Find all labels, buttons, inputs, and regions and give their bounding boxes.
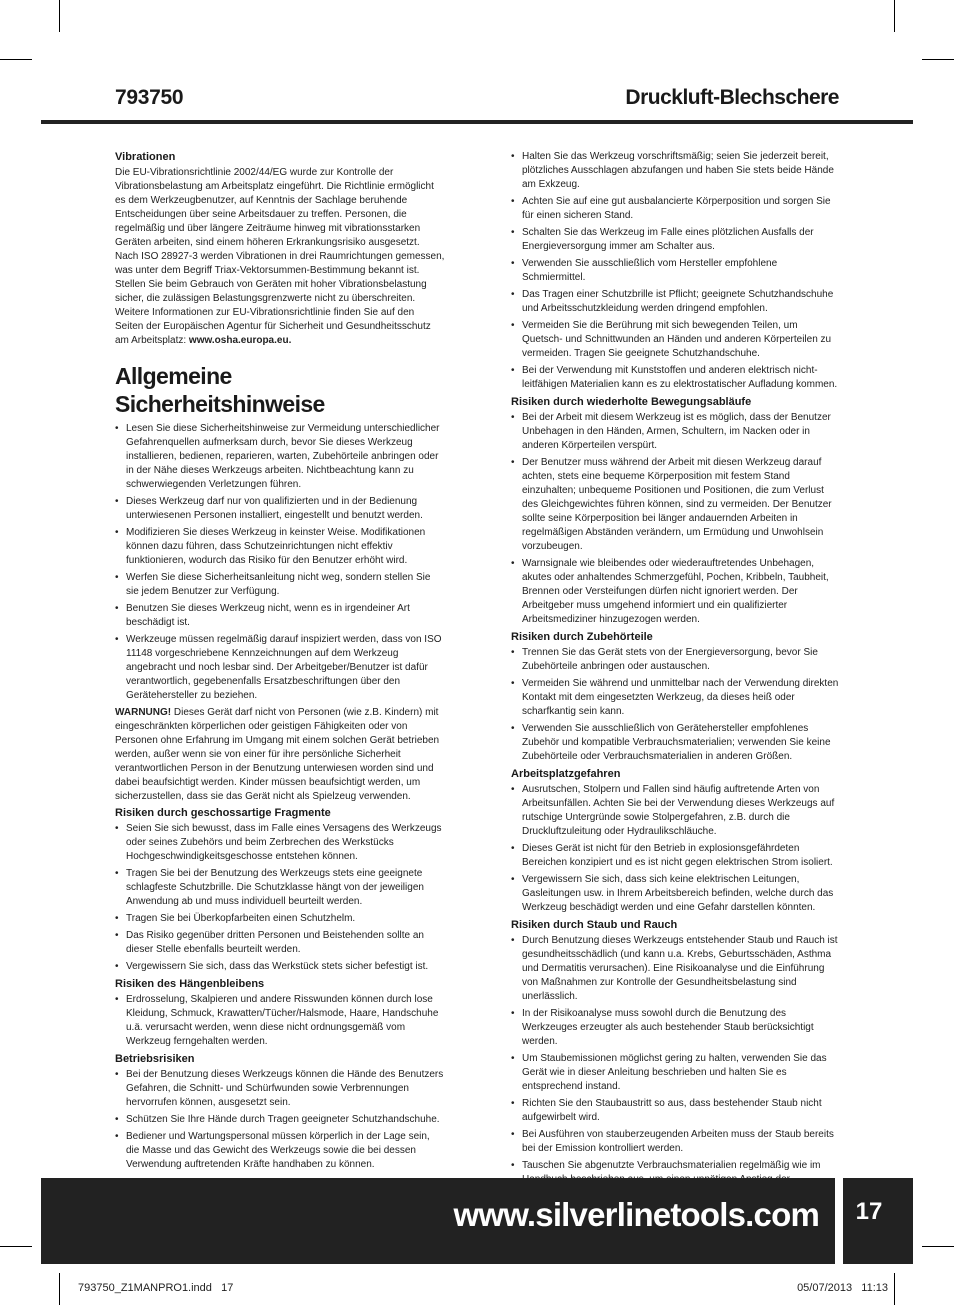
dust-heading: Risiken durch Staub und Rauch [511, 919, 678, 931]
list-item: • In der Risikoanalyse muss sowohl durch die Benutzung des Werkzeuges erzeugter als auch bestehender Staub berücksichtigt werden. [511, 1007, 839, 1049]
list-item: • Benutzen Sie dieses Werkzeug nicht, wenn es in irgendeiner Art beschädigt ist. [115, 602, 445, 630]
section-heading: Allgemeine Sicherheitshinweise [115, 363, 325, 417]
footer-bar [41, 1178, 835, 1264]
fragments-list [115, 822, 445, 974]
crop-mark [59, 0, 60, 32]
list-item: • Der Benutzer muss während der Arbeit mit diesen Werkzeug darauf achten, stets eine bequeme Körperposition mit festem Stand einzuhalten; unbequeme Positionen und Positionen, die zum Verlust des Gleichgewichtes führen können, sind zu vermeiden. Der Benutzer sollte seine Körperposition bei länger andauernden Arbeiten in regelmäßigen Abständen verändern, um Ermüdung und Unwohlsein vorzubeugen. [511, 456, 839, 554]
print-slug-date: 05/07/2013 11:13 [797, 1282, 888, 1294]
print-slug-file: 793750_Z1MANPRO1.indd 17 [78, 1282, 234, 1294]
osha-link[interactable]: www.osha.europa.eu. [188, 335, 292, 346]
list-item: • Seien Sie sich bewusst, dass im Falle eines Versagens des Werkzeugs oder seines Zubehörs und beim Zerbrechen des Werkstücks Hochgeschwindigkeitsgeschosse entstehen können. [115, 822, 445, 864]
repetitive-list [511, 411, 839, 627]
crop-mark [922, 1246, 954, 1247]
vibration-heading: Vibrationen [115, 151, 176, 163]
list-item: • Schützen Sie Ihre Hände durch Tragen geeigneter Schutzhandschuhe. [115, 1113, 445, 1127]
crop-mark [894, 1273, 895, 1305]
accessories-list [511, 646, 839, 764]
list-item: • Bediener und Wartungspersonal müssen körperlich in der Lage sein, die Masse und das Gewicht des Werkzeugs sowie die bei dessen Verwendung auftretenden Kräfte handhaben zu können. [115, 1130, 445, 1172]
left-column [115, 150, 445, 1175]
crop-mark [0, 1246, 32, 1247]
page-number: 17 [855, 1198, 883, 1225]
list-item: • Vergewissern Sie sich, dass sich keine elektrischen Leitungen, Gasleitungen usw. in Ihrem Arbeitsbereich befinden, welche durch das Werkzeug beschädigt werden und eine Gefahr darstellen könnten. [511, 873, 839, 915]
list-item: • Trennen Sie das Gerät stets von der Energieversorgung, bevor Sie Zubehörteile anbringen oder austauschen. [511, 646, 839, 674]
entanglement-heading: Risiken des Hängenbleibens [115, 978, 265, 990]
list-item: • Verwenden Sie ausschließlich von Gerätehersteller empfohlenes Zubehör und kompatible Verbrauchsmaterialien; verwenden Sie keine Zubehörteile oder Verbrauchsmaterialien in anderen Größen. [511, 722, 839, 764]
list-item: • Werfen Sie diese Sicherheitsanleitung nicht weg, sondern stellen Sie sie jedem Benutzer zur Verfügung. [115, 571, 445, 599]
warning-paragraph: WARNUNG! Dieses Gerät darf nicht von Personen (wie z.B. Kindern) mit eingeschränkten körperlichen oder geistigen Fähigkeiten oder von Personen ohne Erfahrung im Umgang mit einem solchen Gerät betrieben werden, außer wenn sie von einer für ihre persönliche Sicherheit verantwortlichen Person in der Benutzung unterwiesen worden sind und dabei beaufsichtigt werden. Kinder müssen beaufsichtigt werden, um sicherzustellen, dass sie das Gerät nicht als Spielzeug verwenden. [115, 707, 440, 802]
fragments-heading: Risiken durch geschossartige Fragmente [115, 807, 331, 819]
list-item: • Dieses Gerät ist nicht für den Betrieb in explosionsgefährdeten Bereichen konzipiert und es ist nicht gegen elektrischen Strom isoliert. [511, 842, 839, 870]
accessories-heading: Risiken durch Zubehörteile [511, 631, 653, 643]
list-item: • Werkzeuge müssen regelmäßig darauf inspiziert werden, dass von ISO 11148 vorgeschriebene Kennzeichnungen auf dem Werkzeug angebracht und noch lesbar sind. Der Arbeitgeber/Benutzer ist dafür verantwortlich, gegebenenfalls Ersatzbeschriftungen über den Gerätehersteller zu beziehen. [115, 633, 445, 703]
list-item: • Bei der Verwendung mit Kunststoffen und anderen elektrisch nicht-leitfähigen Materialien kann es zu elektrostatischer Aufladung kommen. [511, 364, 839, 392]
list-item: • Halten Sie das Werkzeug vorschriftsmäßig; seien Sie jederzeit bereit, plötzliches Ausschlagen abzufangen und haben Sie stets beide Hände am Exkzeug. [511, 150, 839, 192]
list-item: • Schalten Sie das Werkzeug im Falle eines plötzlichen Ausfalls der Energieversorgung immer am Schalter aus. [511, 226, 839, 254]
header-rule [41, 120, 913, 124]
dust-list [511, 934, 839, 1201]
list-item: • Modifizieren Sie dieses Werkzeug in keinster Weise. Modifikationen können dazu führen, dass Schutzeinrichtungen nicht effektiv funktionieren, wodurch das Risiko für den Benutzer erhöht wird. [115, 526, 445, 568]
crop-mark [922, 59, 954, 60]
list-item: • Vermeiden Sie während und unmittelbar nach der Verwendung direkten Kontakt mit dem eingesetzten Werkzeug, da dieses heiß oder scharfkantig sein kann. [511, 677, 839, 719]
list-item: • Um Staubemissionen möglichst gering zu halten, verwenden Sie das Gerät wie in dieser Anleitung beschrieben und halten Sie es entsprechend instand. [511, 1052, 839, 1094]
list-item: • Warnsignale wie bleibendes oder wiederauftretendes Unbehagen, akutes oder anhaltendes Schmerzgefühl, Pochen, Kribbeln, Taubheit, Brennen oder Versteifungen dürfen nicht ignoriert werden. Der Arbeitgeber muss umgehend informiert und ein qualifizierter Arbeitsmediziner hinzugezogen werden. [511, 557, 839, 627]
crop-mark [59, 1273, 60, 1305]
warning-label: WARNUNG! [115, 707, 172, 718]
operation-list [115, 1068, 445, 1172]
list-item: • Vermeiden Sie die Berührung mit sich bewegenden Teilen, um Quetsch- und Schnittwunden an Händen und anderen Körperteilen zu vermeiden. Tragen Sie geeignete Schutzhandschuhe. [511, 319, 839, 361]
repetitive-heading: Risiken durch wiederholte Bewegungsabläufe [511, 396, 752, 408]
list-item: • Bei der Arbeit mit diesem Werkzeug ist es möglich, dass der Benutzer Unbehagen in den Händen, Armen, Schultern, im Nacken oder in anderen Körperteilen verspürt. [511, 411, 839, 453]
workplace-heading: Arbeitsplatzgefahren [511, 768, 621, 780]
vibration-text: Die EU-Vibrationsrichtlinie 2002/44/EG wurde zur Kontrolle der Vibrationsbelastung am Arbeitsplatz eingeführt. Die Richtlinie ermöglicht es dem Werkzeugbenutzer, auf Kenntnis der Sachlage beruhende Entscheidungen über seine Arbeitsdauer zu treffen. Personen, die regelmäßig und über längere Zeiträume hinweg mit vibrationsstarken Geräten arbeiten, sind einem höheren Erkrankungsrisiko ausgesetzt. Nach ISO 28927-3 werden Vibrationen in drei Raumrichtungen gemessen, was unter dem Begriff Triax-Vektorsummen-Bestimmung bekannt ist. Stellen Sie beim Gebrauch von Geräten mit hoher Vibrationsbelastung sicher, die zulässigen Belastungsgrenzwerte nicht zu überschreiten. Weitere Informationen zur EU-Vibrationsrichtlinie finden Sie auf den Seiten der Europäischen Agentur für Sicherheit und Gesundheitsschutz am Arbeitsplatz: www.osha.europa.eu. [115, 167, 445, 346]
list-item: • Bei der Benutzung dieses Werkzeugs können die Hände des Benutzers Gefahren, die Schnitt- und Schürfwunden sowie Verbrennungen hervorrufen können, ausgesetzt sein. [115, 1068, 445, 1110]
list-item: • Ausrutschen, Stolpern und Fallen sind häufig auftretende Arten von Arbeitsunfällen. Achten Sie bei der Verwendung dieses Werkzeugs auf rutschige Untergründe sowie Stolpergefahren, z.B. durch die Druckluftzuleitung oder Hydraulikschläuche. [511, 783, 839, 839]
list-item: • Tragen Sie bei der Benutzung des Werkzeugs stets eine geeignete schlagfeste Schutzbrille. Die Schutzklasse hängt von der jeweiligen Anwendung ab und muss individuell beurteilt werden. [115, 867, 445, 909]
workplace-list [511, 783, 839, 915]
page-title: Druckluft-Blechschere [625, 86, 839, 109]
list-item: • Achten Sie auf eine gut ausbalancierte Körperposition und sorgen Sie für einen sicheren Stand. [511, 195, 839, 223]
list-item: • Durch Benutzung dieses Werkzeugs entstehender Staub und Rauch ist gesundheitsschädlich (und kann u.a. Krebs, Geburtsschäden, Asthma und Dermatitis verursachen). Eine Risikoanalyse und die Einführung von Maßnahmen zur Kontrolle der Gesundheitsbelastung sind unerlässlich. [511, 934, 839, 1004]
list-item: • Tragen Sie bei Überkopfarbeiten einen Schutzhelm. [115, 912, 445, 926]
general-list [115, 422, 445, 703]
list-item: • Lesen Sie diese Sicherheitshinweise zur Vermeidung unterschiedlicher Gefahrenquellen aufmerksam durch, bevor Sie dieses Werkzeug installieren, bedienen, reparieren, warten, Zubehörteile anbringen oder in der Nähe dieses Werkzeugs arbeiten. Nichtbeachtung kann zu schwerwiegenden Verletzungen führen. [115, 422, 445, 492]
crop-mark [894, 0, 895, 32]
list-item: • Dieses Werkzeug darf nur von qualifizierten und in der Bedienung unterwiesenen Personen installiert, eingestellt und benutzt werden. [115, 495, 445, 523]
entanglement-list [115, 993, 445, 1049]
product-code: 793750 [115, 86, 184, 109]
operation-list-continued [511, 150, 839, 392]
right-column [511, 150, 839, 1204]
crop-mark [0, 59, 32, 60]
list-item: • Erdrosselung, Skalpieren und andere Risswunden können durch lose Kleidung, Schmuck, Krawatten/Tücher/Halsmode, Haare, Handschuhe u.ä. verursacht werden, wenn diese nicht ordnungsgemäß vom Werkzeug ferngehalten werden. [115, 993, 445, 1049]
website-link[interactable]: www.silverlinetools.com [453, 1196, 819, 1233]
list-item: • Richten Sie den Staubaustritt so aus, dass bestehender Staub nicht aufgewirbelt wird. [511, 1097, 839, 1125]
page-number-box [843, 1178, 913, 1264]
list-item: • Tauschen Sie abgenutzte Verbrauchsmaterialien regelmäßig wie im [511, 1159, 839, 1201]
list-item: • Das Tragen einer Schutzbrille ist Pflicht; geeignete Schutzhandschuhe und Arbeitsschutzkleidung werden dringend empfohlen. [511, 288, 839, 316]
operation-heading: Betriebsrisiken [115, 1053, 195, 1065]
list-item: • Verwenden Sie ausschließlich vom Hersteller empfohlene Schmiermittel. [511, 257, 839, 285]
list-item: • Bei Ausführen von stauberzeugenden Arbeiten muss der Staub bereits bei der Emission kontrolliert werden. [511, 1128, 839, 1156]
list-item: • Das Risiko gegenüber dritten Personen und Beistehenden sollte an dieser Stelle ebenfalls beurteilt werden. [115, 929, 445, 957]
list-item: • Vergewissern Sie sich, dass das Werkstück stets sicher befestigt ist. [115, 960, 445, 974]
